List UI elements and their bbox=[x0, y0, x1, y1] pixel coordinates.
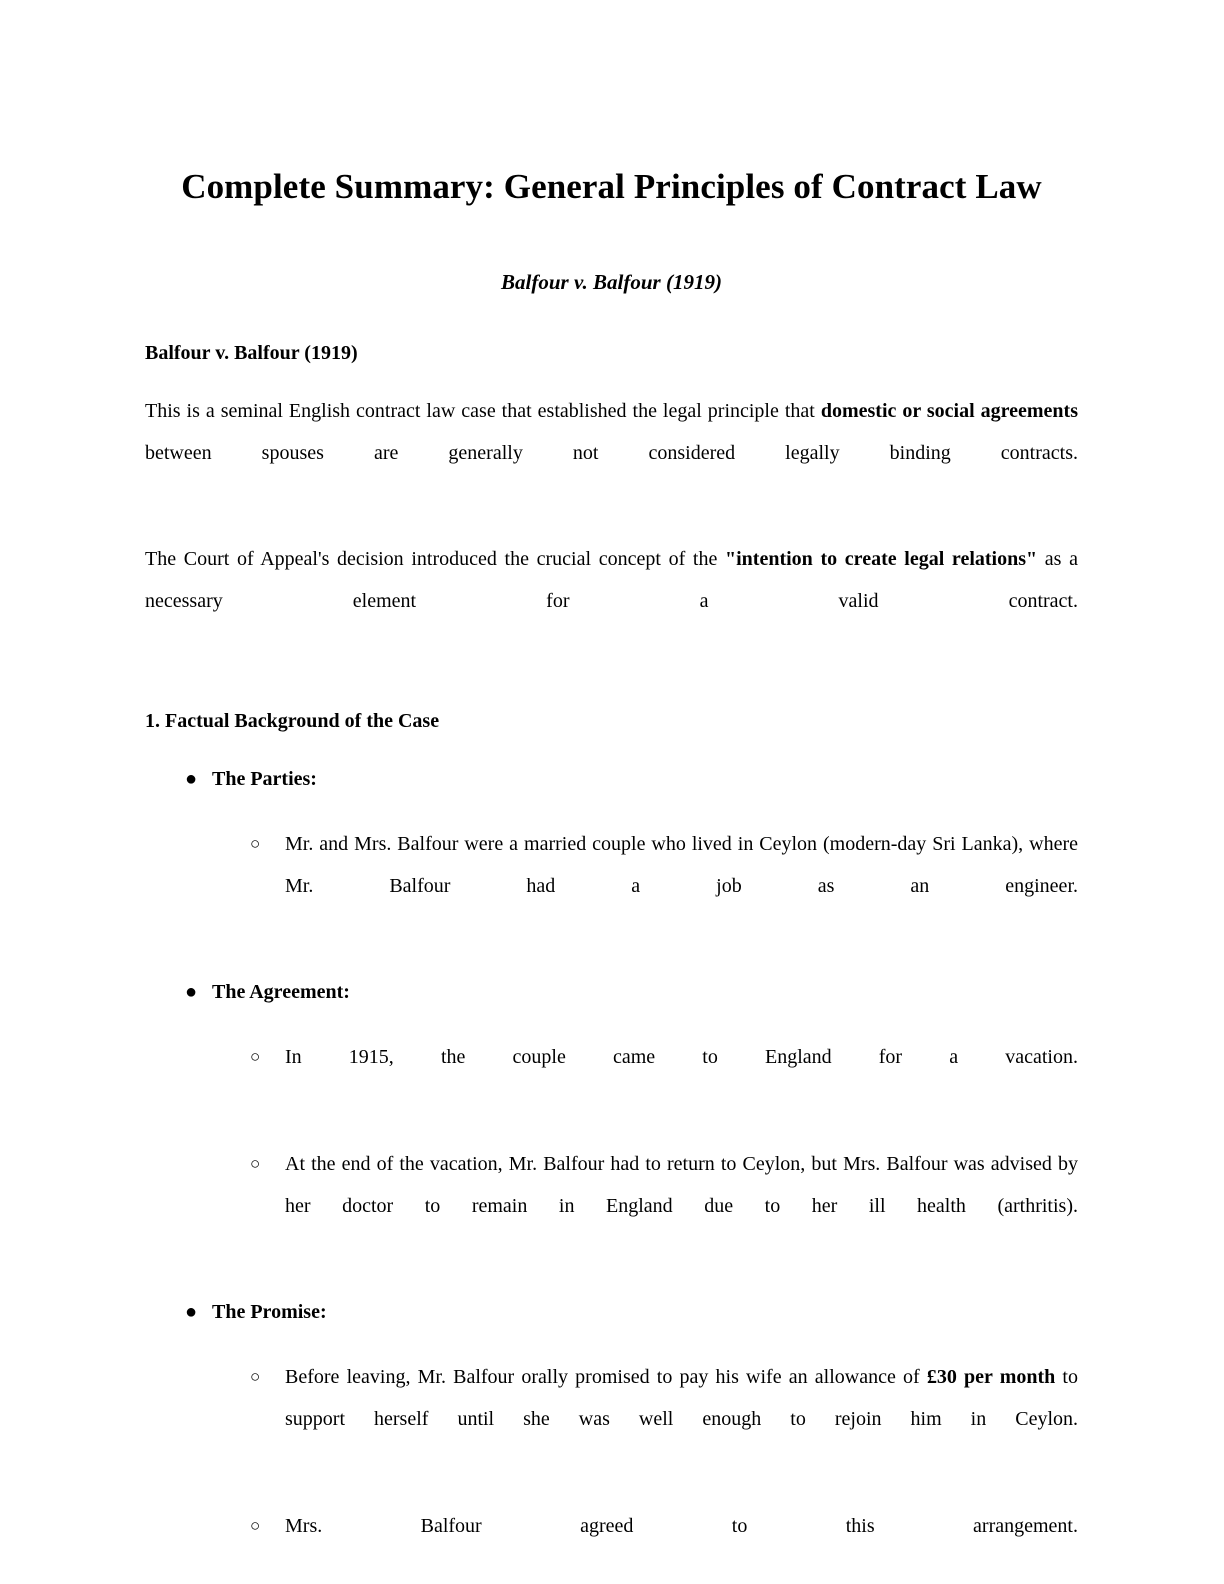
list-item-emphasis-allowance: £30 per month bbox=[926, 1366, 1056, 1388]
bullet-disc-icon: ● bbox=[185, 981, 198, 1003]
document-subtitle: Balfour v. Balfour (1919) bbox=[501, 270, 722, 294]
list-item-text: Mr. and Mrs. Balfour were a married couple who lived in Ceylon (modern-day Sri Lanka), where Mr. Balfour had a job as an engineer. bbox=[285, 833, 1078, 897]
document-content bbox=[145, 0, 1078, 1584]
list-item-text: At the end of the vacation, Mr. Balfour had to return to Ceylon, but Mrs. Balfour was advised by her doctor to remain in England due to her ill health (arthritis). bbox=[285, 1153, 1078, 1217]
section-heading-factual-background: 1. Factual Background of the Case bbox=[145, 710, 440, 732]
promise-sublist bbox=[145, 1333, 1078, 1584]
parties-sublist bbox=[145, 800, 1078, 949]
paragraph-principle-text-c: between spouses are generally not considered legally binding contracts. bbox=[145, 442, 1078, 464]
paragraph-intention-text-c: as a necessary element for a valid contract. bbox=[145, 548, 1078, 612]
list-item-parties bbox=[145, 736, 1078, 949]
list-item bbox=[145, 1013, 1078, 1120]
bullet-disc-icon: ● bbox=[185, 768, 198, 790]
list-item-promise-label bbox=[145, 1269, 1078, 1333]
bullet-circle-icon: ○ bbox=[250, 1154, 261, 1173]
list-item-agreement bbox=[145, 949, 1078, 1269]
list-item-agreement-label bbox=[145, 949, 1078, 1013]
bullet-circle-icon: ○ bbox=[250, 1516, 261, 1535]
list-item bbox=[145, 1120, 1078, 1269]
list-item bbox=[145, 1333, 1078, 1482]
list-item bbox=[145, 800, 1078, 949]
factual-background-list bbox=[145, 736, 1078, 1584]
bullet-circle-icon: ○ bbox=[250, 1047, 261, 1066]
bullet-circle-icon: ○ bbox=[250, 1367, 261, 1386]
list-item-parties-label-text: The Parties: bbox=[212, 768, 317, 790]
list-item-text-c: to support herself until she was well enough to rejoin him in Ceylon. bbox=[285, 1366, 1078, 1430]
paragraph-principle-text-a: This is a seminal English contract law case that established the legal principle that bbox=[145, 400, 821, 422]
list-item-promise-label-text: The Promise: bbox=[212, 1301, 327, 1323]
list-item bbox=[145, 1482, 1078, 1584]
list-item-agreement-label-text: The Agreement: bbox=[212, 981, 350, 1003]
list-item-text-a: Before leaving, Mr. Balfour orally promised to pay his wife an allowance of bbox=[285, 1366, 927, 1388]
paragraph-intention-text-a: The Court of Appeal's decision introduced the crucial concept of the bbox=[145, 548, 726, 570]
list-item-text: In 1915, the couple came to England for a vacation. bbox=[285, 1046, 1078, 1068]
paragraph-principle-emphasis: domestic or social agreements bbox=[820, 400, 1079, 422]
bullet-circle-icon: ○ bbox=[250, 834, 261, 853]
paragraph-intention bbox=[145, 516, 1078, 664]
paragraph-principle bbox=[145, 368, 1078, 516]
case-heading: Balfour v. Balfour (1919) bbox=[145, 342, 358, 364]
page-title: Complete Summary: General Principles of Contract Law bbox=[181, 167, 1042, 206]
list-item-text: Mrs. Balfour agreed to this arrangement. bbox=[285, 1515, 1078, 1537]
list-item-promise bbox=[145, 1269, 1078, 1584]
agreement-sublist bbox=[145, 1013, 1078, 1269]
bullet-disc-icon: ● bbox=[185, 1301, 198, 1323]
list-item-parties-label bbox=[145, 736, 1078, 800]
paragraph-intention-emphasis: "intention to create legal relations" bbox=[725, 548, 1038, 570]
